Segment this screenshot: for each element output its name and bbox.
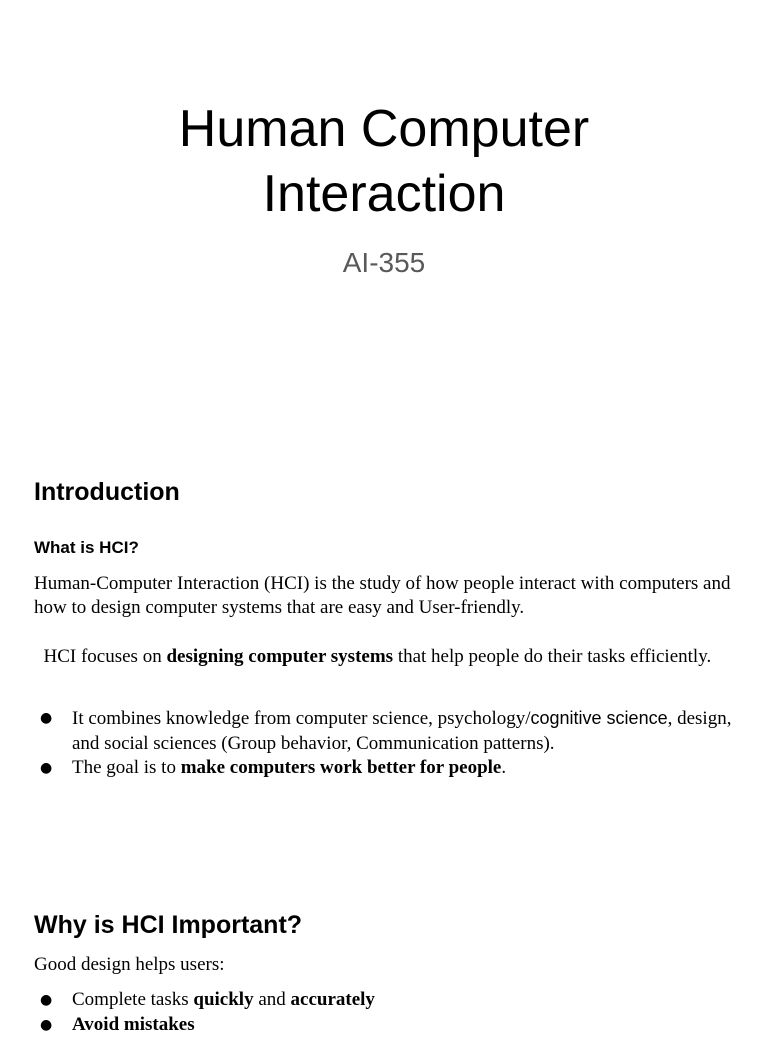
hci-focus-paragraph	[34, 645, 734, 669]
bullet-dot: ●	[40, 706, 52, 731]
subheading-what-is-hci: What is HCI?	[34, 538, 139, 558]
bullet-bold: quickly	[193, 989, 253, 1010]
list-item	[34, 706, 734, 756]
bullet-text: It combines knowledge from computer science, psychology/	[72, 708, 531, 729]
bullet-text-end: , design, and social sciences (Group behavior, Communication patterns).	[72, 708, 731, 754]
bullet-dot: ●	[40, 988, 52, 1013]
bullet-text-end: .	[501, 757, 506, 778]
focus-bold: designing computer systems	[166, 646, 393, 667]
bullet-bold: Avoid mistakes	[72, 1014, 195, 1035]
section-heading-introduction: Introduction	[34, 478, 180, 507]
document-title	[0, 97, 768, 227]
list-item	[34, 988, 734, 1013]
title-line-1: Human Computer	[179, 100, 589, 158]
list-item	[34, 1013, 734, 1037]
bullet-text: Complete tasks	[72, 989, 193, 1010]
title-line-2: Interaction	[263, 165, 506, 223]
bullet-dot: ●	[40, 1013, 52, 1037]
introduction-bullet-list	[34, 706, 734, 781]
importance-intro: Good design helps users:	[34, 953, 734, 977]
bullet-text: and	[254, 989, 291, 1010]
section-heading-importance: Why is HCI Important?	[34, 911, 302, 940]
bullet-sans-term: cognitive science	[531, 708, 668, 728]
bullet-text: The goal is to	[72, 757, 181, 778]
hci-definition: Human-Computer Interaction (HCI) is the study of how people interact with computers and how to design computer systems that are easy and User-friendly.	[34, 572, 734, 620]
list-item	[34, 756, 734, 781]
bullet-dot: ●	[40, 756, 52, 781]
focus-prefix: HCI focuses on	[44, 646, 167, 667]
bullet-bold: accurately	[291, 989, 375, 1010]
focus-suffix: that help people do their tasks efficiently.	[393, 646, 711, 667]
bullet-bold: make computers work better for people	[181, 757, 502, 778]
course-code: AI-355	[0, 247, 768, 279]
importance-bullet-list	[34, 988, 734, 1037]
